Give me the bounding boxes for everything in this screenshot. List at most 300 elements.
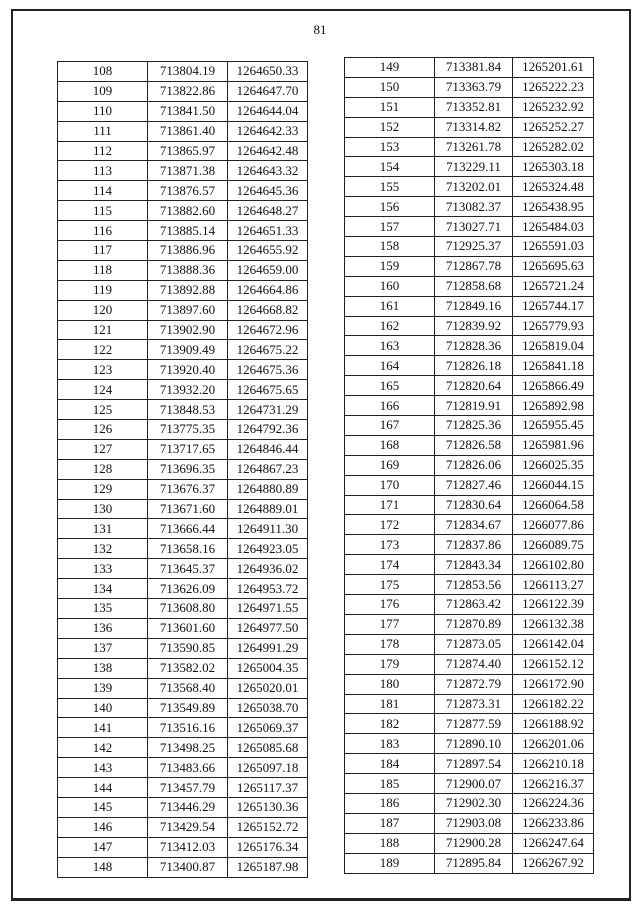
table-row — [345, 595, 594, 615]
y-coordinate-cell: 1265038.70 — [228, 698, 308, 718]
point-number-cell: 183 — [345, 734, 435, 754]
table-row — [345, 754, 594, 774]
x-coordinate-cell: 713932.20 — [148, 380, 228, 400]
point-number-cell: 169 — [345, 455, 435, 475]
table-row — [345, 177, 594, 197]
x-coordinate-cell: 712826.18 — [435, 356, 513, 376]
y-coordinate-cell: 1266142.04 — [513, 634, 594, 654]
y-coordinate-cell: 1266210.18 — [513, 754, 594, 774]
y-coordinate-cell: 1265892.98 — [513, 396, 594, 416]
point-number-cell: 163 — [345, 336, 435, 356]
y-coordinate-cell: 1264672.96 — [228, 320, 308, 340]
x-coordinate-cell: 713861.40 — [148, 121, 228, 141]
point-number-cell: 117 — [58, 241, 148, 261]
y-coordinate-cell: 1265324.48 — [513, 177, 594, 197]
point-number-cell: 116 — [58, 221, 148, 241]
table-row — [58, 559, 308, 579]
point-number-cell: 148 — [58, 857, 148, 877]
y-coordinate-cell: 1264867.23 — [228, 459, 308, 479]
y-coordinate-cell: 1264645.36 — [228, 181, 308, 201]
point-number-cell: 145 — [58, 797, 148, 817]
x-coordinate-cell: 712902.30 — [435, 793, 513, 813]
x-coordinate-cell: 713885.14 — [148, 221, 228, 241]
point-number-cell: 152 — [345, 117, 435, 137]
x-coordinate-cell: 712819.91 — [435, 396, 513, 416]
x-coordinate-cell: 712858.68 — [435, 276, 513, 296]
point-number-cell: 187 — [345, 813, 435, 833]
x-coordinate-cell: 713483.66 — [148, 758, 228, 778]
y-coordinate-cell: 1265981.96 — [513, 435, 594, 455]
point-number-cell: 176 — [345, 595, 435, 615]
x-coordinate-cell: 712839.92 — [435, 316, 513, 336]
y-coordinate-cell: 1264911.30 — [228, 519, 308, 539]
x-coordinate-cell: 712825.36 — [435, 416, 513, 436]
table-row — [345, 396, 594, 416]
x-coordinate-cell: 712826.06 — [435, 455, 513, 475]
y-coordinate-cell: 1264642.33 — [228, 121, 308, 141]
y-coordinate-cell: 1265097.18 — [228, 758, 308, 778]
y-coordinate-cell: 1265695.63 — [513, 256, 594, 276]
x-coordinate-cell: 713920.40 — [148, 360, 228, 380]
point-number-cell: 119 — [58, 280, 148, 300]
table-row — [345, 117, 594, 137]
point-number-cell: 172 — [345, 515, 435, 535]
table-row — [58, 638, 308, 658]
y-coordinate-cell: 1265282.02 — [513, 137, 594, 157]
x-coordinate-cell: 712853.56 — [435, 575, 513, 595]
x-coordinate-cell: 712925.37 — [435, 237, 513, 257]
table-row — [58, 380, 308, 400]
y-coordinate-cell: 1264655.92 — [228, 241, 308, 261]
y-coordinate-cell: 1264668.82 — [228, 300, 308, 320]
x-coordinate-cell: 713516.16 — [148, 718, 228, 738]
point-number-cell: 177 — [345, 614, 435, 634]
point-number-cell: 182 — [345, 714, 435, 734]
y-coordinate-cell: 1264664.86 — [228, 280, 308, 300]
y-coordinate-cell: 1266188.92 — [513, 714, 594, 734]
y-coordinate-cell: 1264991.29 — [228, 638, 308, 658]
point-number-cell: 144 — [58, 778, 148, 798]
page-number: 81 — [313, 22, 327, 37]
y-coordinate-cell: 1265201.61 — [513, 58, 594, 78]
table-row — [58, 778, 308, 798]
x-coordinate-cell: 712897.54 — [435, 754, 513, 774]
y-coordinate-cell: 1264953.72 — [228, 579, 308, 599]
point-number-cell: 111 — [58, 121, 148, 141]
x-coordinate-cell: 713666.44 — [148, 519, 228, 539]
point-number-cell: 125 — [58, 400, 148, 420]
table-row — [345, 416, 594, 436]
y-coordinate-cell: 1266172.90 — [513, 674, 594, 694]
table-row — [58, 360, 308, 380]
x-coordinate-cell: 713841.50 — [148, 101, 228, 121]
y-coordinate-cell: 1264880.89 — [228, 479, 308, 499]
x-coordinate-cell: 713608.80 — [148, 599, 228, 619]
y-coordinate-cell: 1265303.18 — [513, 157, 594, 177]
x-coordinate-cell: 713892.88 — [148, 280, 228, 300]
table-row — [58, 300, 308, 320]
point-number-cell: 108 — [58, 62, 148, 82]
point-number-cell: 120 — [58, 300, 148, 320]
table-row — [58, 400, 308, 420]
point-number-cell: 167 — [345, 416, 435, 436]
y-coordinate-cell: 1264923.05 — [228, 539, 308, 559]
x-coordinate-cell: 712877.59 — [435, 714, 513, 734]
y-coordinate-cell: 1266152.12 — [513, 654, 594, 674]
table-row — [58, 857, 308, 877]
point-number-cell: 188 — [345, 833, 435, 853]
x-coordinate-cell: 713645.37 — [148, 559, 228, 579]
table-row — [345, 495, 594, 515]
point-number-cell: 121 — [58, 320, 148, 340]
x-coordinate-cell: 713229.11 — [435, 157, 513, 177]
table-row — [58, 837, 308, 857]
x-coordinate-cell: 713202.01 — [435, 177, 513, 197]
x-coordinate-cell: 713886.96 — [148, 241, 228, 261]
y-coordinate-cell: 1266132.38 — [513, 614, 594, 634]
y-coordinate-cell: 1266267.92 — [513, 853, 594, 873]
table-row — [345, 217, 594, 237]
table-row — [58, 817, 308, 837]
point-number-cell: 134 — [58, 579, 148, 599]
point-number-cell: 135 — [58, 599, 148, 619]
table-row — [58, 221, 308, 241]
x-coordinate-cell: 713676.37 — [148, 479, 228, 499]
y-coordinate-cell: 1264675.65 — [228, 380, 308, 400]
y-coordinate-cell: 1264644.04 — [228, 101, 308, 121]
point-number-cell: 127 — [58, 439, 148, 459]
point-number-cell: 132 — [58, 539, 148, 559]
x-coordinate-cell: 713549.89 — [148, 698, 228, 718]
point-number-cell: 109 — [58, 81, 148, 101]
y-coordinate-cell: 1266122.39 — [513, 595, 594, 615]
point-number-cell: 161 — [345, 296, 435, 316]
x-coordinate-cell: 712873.05 — [435, 634, 513, 654]
table-row — [58, 260, 308, 280]
point-number-cell: 146 — [58, 817, 148, 837]
x-coordinate-cell: 713902.90 — [148, 320, 228, 340]
table-row — [345, 455, 594, 475]
table-row — [58, 797, 308, 817]
table-row — [345, 336, 594, 356]
table-row — [58, 101, 308, 121]
table-row — [58, 618, 308, 638]
table-row — [58, 599, 308, 619]
point-number-cell: 171 — [345, 495, 435, 515]
x-coordinate-cell: 712830.64 — [435, 495, 513, 515]
point-number-cell: 122 — [58, 340, 148, 360]
table-row — [58, 579, 308, 599]
y-coordinate-cell: 1266077.86 — [513, 515, 594, 535]
x-coordinate-cell: 712849.16 — [435, 296, 513, 316]
y-coordinate-cell: 1264792.36 — [228, 420, 308, 440]
point-number-cell: 189 — [345, 853, 435, 873]
point-number-cell: 143 — [58, 758, 148, 778]
point-number-cell: 123 — [58, 360, 148, 380]
table-row — [345, 634, 594, 654]
table-row — [58, 698, 308, 718]
y-coordinate-cell: 1264648.27 — [228, 201, 308, 221]
x-coordinate-cell: 712870.89 — [435, 614, 513, 634]
x-coordinate-cell: 713696.35 — [148, 459, 228, 479]
y-coordinate-cell: 1264643.32 — [228, 161, 308, 181]
table-row — [58, 678, 308, 698]
table-row — [58, 201, 308, 221]
point-number-cell: 115 — [58, 201, 148, 221]
point-number-cell: 113 — [58, 161, 148, 181]
y-coordinate-cell: 1265866.49 — [513, 376, 594, 396]
y-coordinate-cell: 1264675.22 — [228, 340, 308, 360]
x-coordinate-cell: 713865.97 — [148, 141, 228, 161]
point-number-cell: 147 — [58, 837, 148, 857]
x-coordinate-cell: 712867.78 — [435, 256, 513, 276]
point-number-cell: 151 — [345, 97, 435, 117]
table-row — [58, 738, 308, 758]
x-coordinate-cell: 713352.81 — [435, 97, 513, 117]
x-coordinate-cell: 713381.84 — [435, 58, 513, 78]
table-row — [345, 97, 594, 117]
y-coordinate-cell: 1266064.58 — [513, 495, 594, 515]
table-row — [58, 320, 308, 340]
y-coordinate-cell: 1265085.68 — [228, 738, 308, 758]
table-row — [345, 137, 594, 157]
table-row — [345, 376, 594, 396]
table-row — [345, 356, 594, 376]
table-row — [345, 555, 594, 575]
x-coordinate-cell: 713658.16 — [148, 539, 228, 559]
table-row — [345, 853, 594, 873]
y-coordinate-cell: 1264651.33 — [228, 221, 308, 241]
point-number-cell: 133 — [58, 559, 148, 579]
y-coordinate-cell: 1265117.37 — [228, 778, 308, 798]
point-number-cell: 168 — [345, 435, 435, 455]
y-coordinate-cell: 1266233.86 — [513, 813, 594, 833]
table-row — [58, 499, 308, 519]
table-row — [58, 62, 308, 82]
y-coordinate-cell: 1266113.27 — [513, 575, 594, 595]
x-coordinate-cell: 712837.86 — [435, 535, 513, 555]
y-coordinate-cell: 1265438.95 — [513, 197, 594, 217]
y-coordinate-cell: 1265187.98 — [228, 857, 308, 877]
table-row — [345, 197, 594, 217]
point-number-cell: 155 — [345, 177, 435, 197]
y-coordinate-cell: 1264647.70 — [228, 81, 308, 101]
table-row — [58, 141, 308, 161]
y-coordinate-cell: 1264977.50 — [228, 618, 308, 638]
point-number-cell: 159 — [345, 256, 435, 276]
y-coordinate-cell: 1265955.45 — [513, 416, 594, 436]
point-number-cell: 162 — [345, 316, 435, 336]
x-coordinate-cell: 712903.08 — [435, 813, 513, 833]
point-number-cell: 175 — [345, 575, 435, 595]
x-coordinate-cell: 713400.87 — [148, 857, 228, 877]
table-row — [345, 435, 594, 455]
x-coordinate-cell: 712826.58 — [435, 435, 513, 455]
table-row — [345, 316, 594, 336]
point-number-cell: 154 — [345, 157, 435, 177]
point-number-cell: 158 — [345, 237, 435, 257]
table-row — [58, 439, 308, 459]
x-coordinate-cell: 713590.85 — [148, 638, 228, 658]
point-number-cell: 112 — [58, 141, 148, 161]
table-row — [345, 575, 594, 595]
y-coordinate-cell: 1264889.01 — [228, 499, 308, 519]
point-number-cell: 185 — [345, 774, 435, 794]
table-row — [58, 340, 308, 360]
y-coordinate-cell: 1266201.06 — [513, 734, 594, 754]
y-coordinate-cell: 1265152.72 — [228, 817, 308, 837]
table-row — [345, 734, 594, 754]
x-coordinate-cell: 713568.40 — [148, 678, 228, 698]
y-coordinate-cell: 1265779.93 — [513, 316, 594, 336]
point-number-cell: 138 — [58, 658, 148, 678]
point-number-cell: 166 — [345, 396, 435, 416]
point-number-cell: 140 — [58, 698, 148, 718]
y-coordinate-cell: 1265176.34 — [228, 837, 308, 857]
table-row — [345, 793, 594, 813]
y-coordinate-cell: 1264659.00 — [228, 260, 308, 280]
x-coordinate-cell: 713498.25 — [148, 738, 228, 758]
y-coordinate-cell: 1265069.37 — [228, 718, 308, 738]
x-coordinate-cell: 713775.35 — [148, 420, 228, 440]
point-number-cell: 142 — [58, 738, 148, 758]
table-row — [58, 161, 308, 181]
x-coordinate-cell: 712872.79 — [435, 674, 513, 694]
point-number-cell: 139 — [58, 678, 148, 698]
x-coordinate-cell: 713429.54 — [148, 817, 228, 837]
point-number-cell: 136 — [58, 618, 148, 638]
x-coordinate-cell: 712890.10 — [435, 734, 513, 754]
table-row — [58, 459, 308, 479]
y-coordinate-cell: 1264642.48 — [228, 141, 308, 161]
table-row — [58, 280, 308, 300]
x-coordinate-cell: 713822.86 — [148, 81, 228, 101]
x-coordinate-cell: 713446.29 — [148, 797, 228, 817]
table-row — [345, 515, 594, 535]
x-coordinate-cell: 712863.42 — [435, 595, 513, 615]
y-coordinate-cell: 1265222.23 — [513, 77, 594, 97]
point-number-cell: 180 — [345, 674, 435, 694]
x-coordinate-cell: 712843.34 — [435, 555, 513, 575]
x-coordinate-cell: 712828.36 — [435, 336, 513, 356]
point-number-cell: 124 — [58, 380, 148, 400]
point-number-cell: 165 — [345, 376, 435, 396]
table-row — [345, 58, 594, 78]
table-row — [345, 833, 594, 853]
x-coordinate-cell: 713882.60 — [148, 201, 228, 221]
point-number-cell: 137 — [58, 638, 148, 658]
point-number-cell: 178 — [345, 634, 435, 654]
table-row — [345, 535, 594, 555]
x-coordinate-cell: 713671.60 — [148, 499, 228, 519]
point-number-cell: 170 — [345, 475, 435, 495]
point-number-cell: 149 — [345, 58, 435, 78]
x-coordinate-cell: 713888.36 — [148, 260, 228, 280]
x-coordinate-cell: 713897.60 — [148, 300, 228, 320]
x-coordinate-cell: 713261.78 — [435, 137, 513, 157]
y-coordinate-cell: 1266025.35 — [513, 455, 594, 475]
point-number-cell: 130 — [58, 499, 148, 519]
table-row — [345, 475, 594, 495]
point-number-cell: 129 — [58, 479, 148, 499]
y-coordinate-cell: 1266102.80 — [513, 555, 594, 575]
y-coordinate-cell: 1264731.29 — [228, 400, 308, 420]
point-number-cell: 186 — [345, 793, 435, 813]
table-row — [345, 654, 594, 674]
point-number-cell: 126 — [58, 420, 148, 440]
x-coordinate-cell: 713717.65 — [148, 439, 228, 459]
table-row — [58, 758, 308, 778]
table-row — [58, 519, 308, 539]
table-row — [345, 77, 594, 97]
x-coordinate-cell: 712827.46 — [435, 475, 513, 495]
point-number-cell: 179 — [345, 654, 435, 674]
y-coordinate-cell: 1264846.44 — [228, 439, 308, 459]
x-coordinate-cell: 713412.03 — [148, 837, 228, 857]
point-number-cell: 131 — [58, 519, 148, 539]
point-number-cell: 153 — [345, 137, 435, 157]
table-row — [345, 714, 594, 734]
y-coordinate-cell: 1264936.02 — [228, 559, 308, 579]
y-coordinate-cell: 1265130.36 — [228, 797, 308, 817]
coordinates-table-left — [57, 61, 308, 878]
table-row — [58, 420, 308, 440]
point-number-cell: 160 — [345, 276, 435, 296]
point-number-cell: 164 — [345, 356, 435, 376]
point-number-cell: 157 — [345, 217, 435, 237]
point-number-cell: 114 — [58, 181, 148, 201]
x-coordinate-cell: 713876.57 — [148, 181, 228, 201]
point-number-cell: 118 — [58, 260, 148, 280]
x-coordinate-cell: 712895.84 — [435, 853, 513, 873]
x-coordinate-cell: 713909.49 — [148, 340, 228, 360]
point-number-cell: 184 — [345, 754, 435, 774]
table-row — [58, 121, 308, 141]
x-coordinate-cell: 713314.82 — [435, 117, 513, 137]
table-row — [345, 157, 594, 177]
table-row — [58, 658, 308, 678]
table-row — [58, 241, 308, 261]
x-coordinate-cell: 712900.07 — [435, 774, 513, 794]
y-coordinate-cell: 1266247.64 — [513, 833, 594, 853]
y-coordinate-cell: 1266089.75 — [513, 535, 594, 555]
table-row — [58, 181, 308, 201]
y-coordinate-cell: 1265252.27 — [513, 117, 594, 137]
y-coordinate-cell: 1265841.18 — [513, 356, 594, 376]
table-row — [345, 674, 594, 694]
x-coordinate-cell: 713082.37 — [435, 197, 513, 217]
y-coordinate-cell: 1265004.35 — [228, 658, 308, 678]
y-coordinate-cell: 1265591.03 — [513, 237, 594, 257]
x-coordinate-cell: 713363.79 — [435, 77, 513, 97]
y-coordinate-cell: 1265744.17 — [513, 296, 594, 316]
table-row — [345, 813, 594, 833]
table-row — [345, 296, 594, 316]
point-number-cell: 173 — [345, 535, 435, 555]
x-coordinate-cell: 713027.71 — [435, 217, 513, 237]
x-coordinate-cell: 713804.19 — [148, 62, 228, 82]
point-number-cell: 141 — [58, 718, 148, 738]
point-number-cell: 174 — [345, 555, 435, 575]
y-coordinate-cell: 1265819.04 — [513, 336, 594, 356]
table-row — [345, 237, 594, 257]
x-coordinate-cell: 712834.67 — [435, 515, 513, 535]
point-number-cell: 181 — [345, 694, 435, 714]
y-coordinate-cell: 1266216.37 — [513, 774, 594, 794]
point-number-cell: 150 — [345, 77, 435, 97]
x-coordinate-cell: 712874.40 — [435, 654, 513, 674]
y-coordinate-cell: 1264675.36 — [228, 360, 308, 380]
